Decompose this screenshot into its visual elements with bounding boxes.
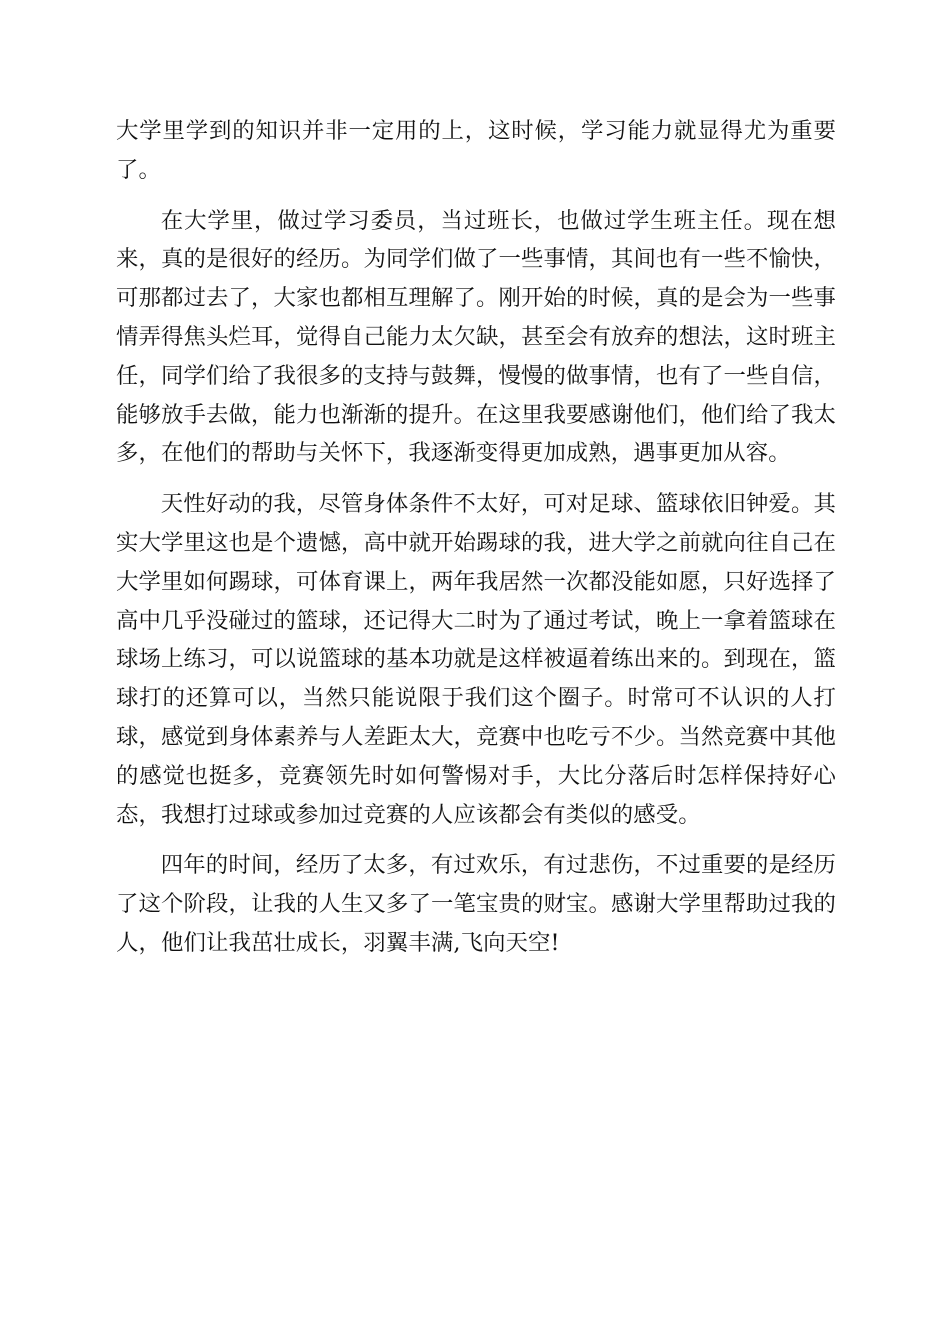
paragraph-sports: 天性好动的我，尽管身体条件不太好，可对足球、篮球依旧钟爱。其实大学里这也是个遗憾，高中就开始踢球的我，进大学之前就向往自己在大学里如何踢球，可体育课上，两年我居然一次都没能如愿，只好选择了高中几乎没碰过的篮球，还记得大二时为了通过考试，晚上一拿着篮球在球场上练习，可以说篮球的基本功就是这样被逼着练出来的。到现在，篮球打的还算可以，当然只能说限于我们这个圈子。时常可不认识的人打球，感觉到身体素养与人差距太大，竞赛中也吃亏不少。当然竞赛中其他的感觉也挺多，竞赛领先时如何警惕对手，大比分落后时怎样保持好心态，我想打过球或参加过竞赛的人应该都会有类似的感受。 bbox=[116, 491, 836, 828]
paragraph-continued: 大学里学到的知识并非一定用的上，这时候，学习能力就显得尤为重要了。 bbox=[116, 118, 836, 183]
paragraph-conclusion: 四年的时间，经历了太多，有过欢乐，有过悲伤，不过重要的是经历了这个阶段，让我的人生又多了一笔宝贵的财宝。感谢大学里帮助过我的人，他们让我茁壮成长，羽翼丰满,飞向天空! bbox=[116, 852, 836, 956]
paragraph-class-duties: 在大学里，做过学习委员，当过班长，也做过学生班主任。现在想来，真的是很好的经历。为同学们做了一些事情，其间也有一些不愉快，可那都过去了，大家也都相互理解了。刚开始的时候，真的是会为一些事情弄得焦头烂耳，觉得自己能力太欠缺，甚至会有放弃的想法，这时班主任，同学们给了我很多的支持与鼓舞，慢慢的做事情，也有了一些自信，能够放手去做，能力也渐渐的提升。在这里我要感谢他们，他们给了我太多，在他们的帮助与关怀下，我逐渐变得更加成熟，遇事更加从容。 bbox=[116, 207, 836, 467]
document-body bbox=[116, 112, 836, 975]
